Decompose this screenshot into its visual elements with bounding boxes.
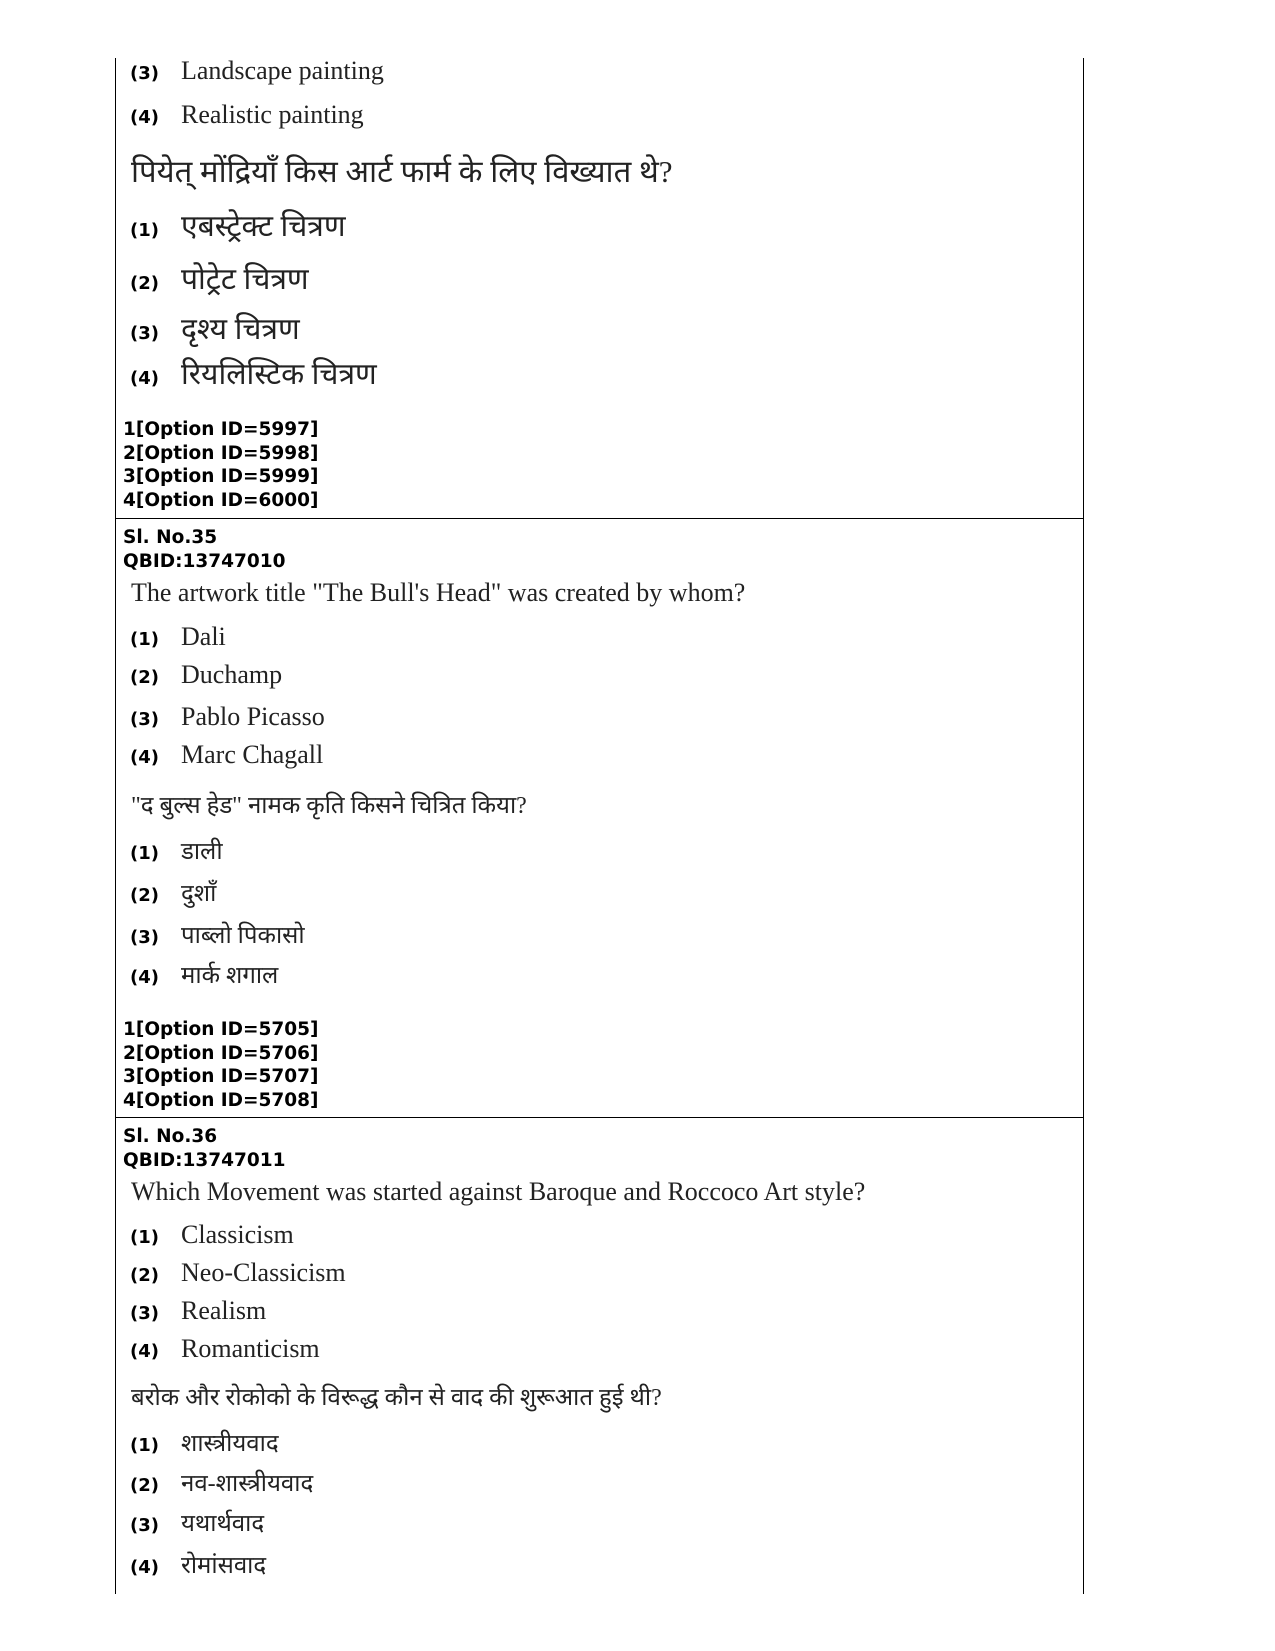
option-number: (3) bbox=[130, 709, 159, 730]
option-text: दृश्य चित्रण bbox=[181, 313, 300, 346]
option-number: (2) bbox=[130, 667, 159, 688]
option-text: दुशाँ bbox=[181, 881, 217, 907]
q35-hi-option-2 bbox=[130, 876, 216, 909]
qbid: QBID:13747010 bbox=[123, 550, 286, 572]
option-text: रोमांसवाद bbox=[181, 1553, 267, 1579]
q34-hi-option-4 bbox=[130, 352, 377, 393]
option-text: Neo-Classicism bbox=[181, 1258, 346, 1287]
option-number: (3) bbox=[130, 323, 159, 344]
q35-en-option-4 bbox=[130, 740, 323, 770]
option-text: Realistic painting bbox=[181, 100, 364, 129]
serial-number: Sl. No.36 bbox=[123, 1126, 218, 1147]
option-text: Realism bbox=[181, 1296, 267, 1325]
q36-hi-option-3 bbox=[130, 1506, 264, 1539]
option-id: 2[Option ID=5998] bbox=[123, 442, 319, 464]
option-text: डाली bbox=[181, 839, 223, 865]
option-number: (3) bbox=[130, 1515, 159, 1536]
q36-en-option-3 bbox=[130, 1296, 266, 1326]
option-number: (3) bbox=[130, 927, 159, 948]
option-id: 3[Option ID=5999] bbox=[123, 466, 319, 487]
q35-hi-option-1 bbox=[130, 834, 223, 867]
separator-line bbox=[115, 518, 1084, 519]
q35-en-option-2 bbox=[130, 660, 282, 690]
option-text: Classicism bbox=[181, 1220, 294, 1249]
option-number: (2) bbox=[130, 1265, 159, 1286]
q34-hi-option-1 bbox=[130, 204, 346, 245]
q35-english-question: The artwork title "The Bull's Head" was created by whom? bbox=[131, 578, 746, 607]
q36-hi-option-1 bbox=[130, 1426, 279, 1459]
option-id: 2[Option ID=5706] bbox=[123, 1042, 319, 1064]
q36-english-question: Which Movement was started against Baroque and Roccoco Art style? bbox=[131, 1177, 866, 1206]
option-number: (1) bbox=[130, 1227, 159, 1248]
q36-hindi-question: बरोक और रोकोको के विरूद्ध कौन से वाद की शुरूआत हुई थी? bbox=[131, 1385, 662, 1411]
q36-header bbox=[123, 1125, 285, 1172]
q34-hi-option-2 bbox=[130, 257, 309, 298]
option-text: नव-शास्त्रीयवाद bbox=[181, 1471, 314, 1497]
option-text: Landscape painting bbox=[181, 56, 384, 85]
option-text: Romanticism bbox=[181, 1334, 320, 1363]
option-number: (4) bbox=[130, 1557, 159, 1578]
option-id: 4[Option ID=5708] bbox=[123, 1089, 319, 1111]
option-text: पाब्लो पिकासो bbox=[181, 923, 305, 949]
q35-hindi-question: "द बुल्स हेड" नामक कृति किसने चित्रित किया? bbox=[131, 793, 527, 819]
option-text: Pablo Picasso bbox=[181, 702, 325, 731]
option-number: (4) bbox=[130, 1341, 159, 1362]
option-number: (1) bbox=[130, 220, 159, 241]
option-number: (4) bbox=[130, 107, 159, 128]
option-text: Marc Chagall bbox=[181, 740, 324, 769]
option-text: पोट्रेट चित्रण bbox=[181, 263, 309, 296]
option-id: 4[Option ID=6000] bbox=[123, 489, 319, 511]
q35-hi-option-3 bbox=[130, 918, 305, 951]
option-number: (4) bbox=[130, 967, 159, 988]
option-number: (1) bbox=[130, 1435, 159, 1456]
q34-en-option-4 bbox=[130, 100, 364, 130]
q36-hi-option-4 bbox=[130, 1548, 266, 1581]
option-text: एबस्ट्रेक्ट चित्रण bbox=[181, 210, 346, 243]
option-text: Dali bbox=[181, 622, 226, 651]
option-number: (1) bbox=[130, 629, 159, 650]
q36-en-option-2 bbox=[130, 1258, 346, 1288]
option-text: रियलिस्टिक चित्रण bbox=[181, 358, 377, 391]
q35-header bbox=[123, 526, 285, 573]
q35-option-ids bbox=[123, 1018, 319, 1112]
q36-en-option-4 bbox=[130, 1334, 320, 1364]
q34-en-option-3 bbox=[130, 56, 384, 86]
serial-number: Sl. No.35 bbox=[123, 527, 218, 548]
option-number: (3) bbox=[130, 1303, 159, 1324]
option-number: (1) bbox=[130, 843, 159, 864]
q34-hindi-question: पियेत् मोंद्रियाँ किस आर्ट फार्म के लिए विख्यात थे? bbox=[131, 154, 673, 189]
option-id: 3[Option ID=5707] bbox=[123, 1066, 319, 1087]
q35-hi-option-4 bbox=[130, 958, 278, 991]
option-id: 1[Option ID=5997] bbox=[123, 419, 319, 440]
qbid: QBID:13747011 bbox=[123, 1149, 286, 1171]
separator-line bbox=[115, 1117, 1084, 1118]
option-text: मार्क शगाल bbox=[181, 963, 279, 989]
option-number: (2) bbox=[130, 273, 159, 294]
option-number: (3) bbox=[130, 63, 159, 84]
option-number: (2) bbox=[130, 885, 159, 906]
q35-en-option-3 bbox=[130, 702, 325, 732]
q34-option-ids bbox=[123, 418, 319, 512]
option-text: यथार्थवाद bbox=[181, 1511, 265, 1537]
q36-en-option-1 bbox=[130, 1220, 294, 1250]
option-number: (4) bbox=[130, 368, 159, 389]
option-number: (2) bbox=[130, 1475, 159, 1496]
option-id: 1[Option ID=5705] bbox=[123, 1019, 319, 1040]
q36-hi-option-2 bbox=[130, 1466, 313, 1499]
q34-hi-option-3 bbox=[130, 307, 300, 348]
q35-en-option-1 bbox=[130, 622, 226, 652]
option-text: Duchamp bbox=[181, 660, 283, 689]
option-text: शास्त्रीयवाद bbox=[181, 1431, 279, 1457]
option-number: (4) bbox=[130, 747, 159, 768]
